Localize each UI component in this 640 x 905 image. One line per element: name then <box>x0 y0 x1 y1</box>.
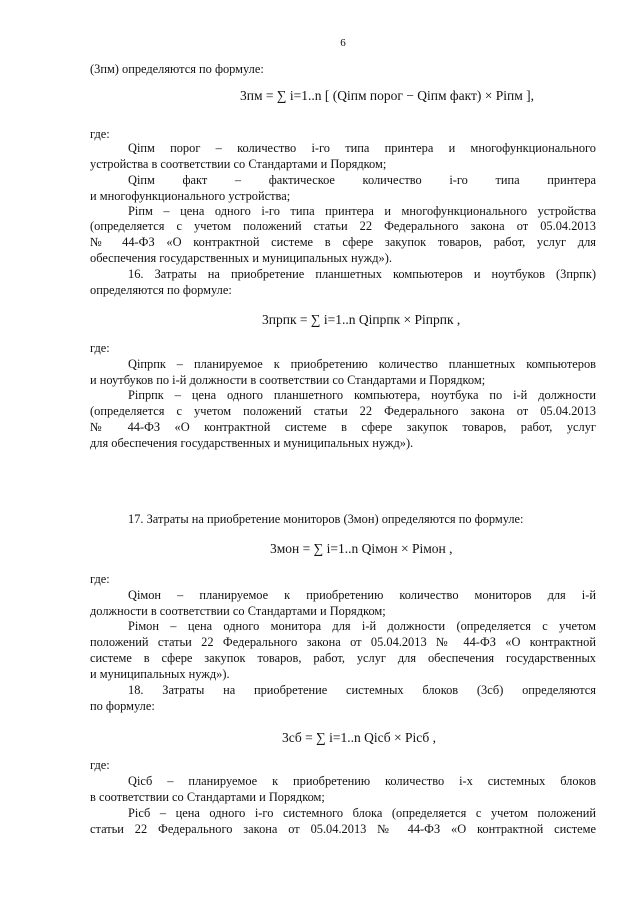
text-line: Qiмон – планируемое к приобретению количество мониторов для i-й <box>128 588 596 602</box>
text-line: определяются по формуле: <box>90 283 232 297</box>
formula-tablets: 3прпк = ∑ i=1..n Qiпрпк × Piпрпк , <box>262 312 461 327</box>
text-line: Piпм – цена одного i-го типа принтера и многофункционального устройства <box>128 204 596 218</box>
text-line: Qiсб – планируемое к приобретению количество i-х системных блоков <box>128 774 596 788</box>
text-line: и ноутбуков по i-й должности в соответствии со Стандартами и Порядком; <box>90 373 486 387</box>
formula-monitors: 3мон = ∑ i=1..n Qiмон × Piмон , <box>270 541 453 556</box>
text-line: 16. Затраты на приобретение планшетных компьютеров и ноутбуков (3прпк) <box>128 267 596 281</box>
where-label: где: <box>90 127 110 141</box>
text-line: обеспечения государственных и муниципальных нужд»). <box>90 251 392 265</box>
text-line: должности в соответствии со Стандартами и Порядком; <box>90 604 386 618</box>
where-label: где: <box>90 758 110 772</box>
where-label: где: <box>90 572 110 586</box>
text-line: в соответствии со Стандартами и Порядком; <box>90 790 325 804</box>
text-line: устройства в соответствии со Стандартами и Порядком; <box>90 157 387 171</box>
text-line: и муниципальных нужд»). <box>90 667 230 681</box>
text-line: Piмон – цена одного монитора для i-й должности (определяется с учетом <box>128 619 596 633</box>
text-line: системе в сфере закупок товаров, работ, услуг для обеспечения государственных <box>90 651 596 665</box>
text-line: для обеспечения государственных и муниципальных нужд»). <box>90 436 414 450</box>
text-line: № 44-ФЗ «О контрактной системе в сфере закупок товаров, работ, услуг для <box>90 235 596 249</box>
text-line: и многофункционального устройства; <box>90 189 291 203</box>
text-line: Qiпрпк – планируемое к приобретению количество планшетных компьютеров <box>128 357 596 371</box>
text-line: Qiпм порог – количество i-го типа принтера и многофункционального <box>128 141 596 155</box>
text-line: (3пм) определяются по формуле: <box>90 62 264 76</box>
text-line: (определяется с учетом положений статьи 22 Федерального закона от 05.04.2013 <box>90 404 596 418</box>
formula-system-units: 3сб = ∑ i=1..n Qiсб × Piсб , <box>282 730 437 745</box>
text-line: 18. Затраты на приобретение системных блоков (3сб) определяются <box>128 683 596 697</box>
text-line: Piсб – цена одного i-го системного блока (определяется с учетом положений <box>128 806 596 820</box>
text-line: по формуле: <box>90 699 155 713</box>
where-label: где: <box>90 341 110 355</box>
text-line: № 44-ФЗ «О контрактной системе в сфере закупок товаров, работ, услуг <box>90 420 596 434</box>
text-line: (определяется с учетом положений статьи 22 Федерального закона от 05.04.2013 <box>90 219 596 233</box>
text-line: 17. Затраты на приобретение мониторов (3мон) определяются по формуле: <box>128 512 524 526</box>
text-line: положений статьи 22 Федерального закона от 05.04.2013 № 44-ФЗ «О контрактной <box>90 635 596 649</box>
text-line: Qiпм факт – фактическое количество i-го типа принтера <box>128 173 596 187</box>
text-line: статьи 22 Федерального закона от 05.04.2013 № 44-ФЗ «О контрактной системе <box>90 822 596 836</box>
text-line: Piпрпк – цена одного планшетного компьютера, ноутбука по i-й должности <box>128 388 596 402</box>
page-number: 6 <box>340 37 346 49</box>
formula-printer-mfd: 3пм = ∑ i=1..n [ (Qiпм порог − Qiпм факт) × Piпм ], <box>240 88 535 103</box>
